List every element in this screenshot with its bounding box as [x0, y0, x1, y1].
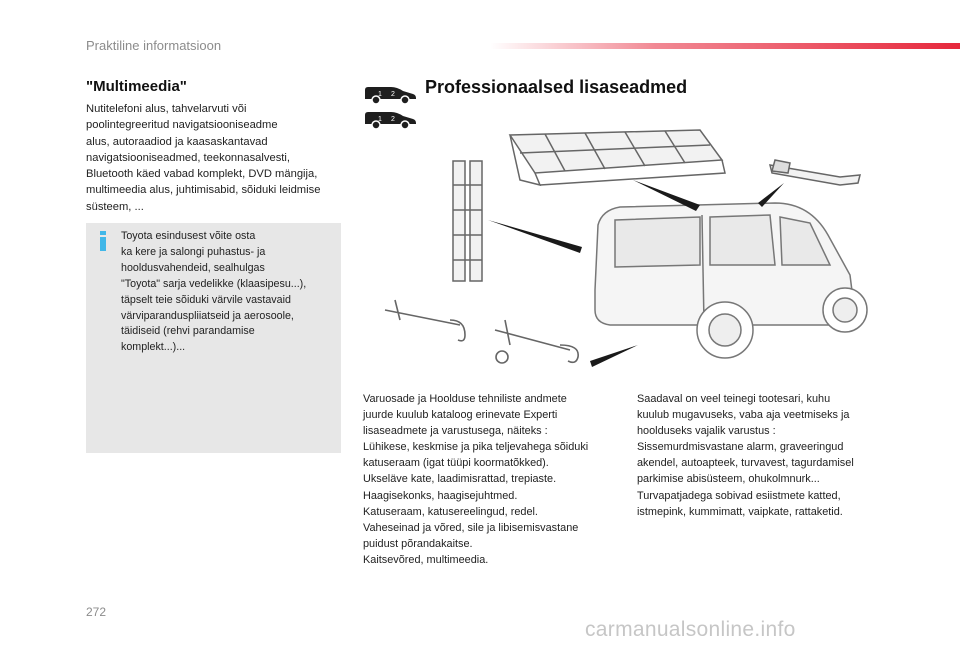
- roof-rack-illustration: [510, 130, 725, 185]
- svg-text:2: 2: [391, 91, 395, 98]
- svg-text:1: 1: [378, 91, 382, 98]
- multimedia-heading: "Multimeedia": [86, 78, 187, 95]
- van-icon: [363, 79, 417, 105]
- accessories-column-2: Saadaval on veel teinegi tootesari, kuhu kuulub mugavuseks, vaba aja veetmiseks ja hoolduseks vajalik varustus : Sissemurdmisvastane alarm, graveeringud akendel, autoapteek, turvavest, tagurdamisel parkimise abisüsteem, ohukolmnurk... Turvapatjadega sobivad esiistmete katted, istmepink, kummimatt, vaipkate, rattaketid.: [637, 393, 854, 518]
- header-accent-bar: [490, 43, 960, 49]
- accessories-heading: Professionaalsed lisaseadmed: [425, 77, 688, 97]
- tow-hook-illustration: [385, 300, 578, 363]
- info-box-text: Toyota esindusest võite osta ka kere ja salongi puhastus- ja hooldusvahendeid, sealhulgas "Toyota" sarja vedelikke (klaasipesu...), täpselt teie sõiduki värvile vastavaid värviparanduspliiatseid ja aerosoole, täidiseid (rehvi parandamise komplekt...)...: [121, 230, 307, 354]
- van-illustration: [595, 203, 867, 358]
- multimedia-body: Nutitelefoni alus, tahvelarvuti või poolintegreeritud navigatsiooniseadme alus, autoraadiod ja kaasaskantavad navigatsiooniseadmed, teekonnasalvesti, Bluetooth käed vabad komplekt, DVD mängija, multimeedia alus, juhtimisabid, sõiduki leidmise süsteem, ...: [86, 103, 321, 213]
- ladder-illustration: [453, 161, 482, 281]
- watermark[interactable]: carmanualsonline.info: [585, 618, 796, 641]
- accessories-illustration: [370, 125, 890, 380]
- page-number: 272: [86, 605, 107, 619]
- accessories-column-1: Varuosade ja Hoolduse tehniliste andmete juurde kuulub kataloog erinevate Experti lisaseadmete ja varustusega, näiteks : Lühikese, keskmise ja pika teljevahega sõiduki katuseraam (igat tüüpi koormatõkked). Ukseläve kate, laadimisrattad, trepiaste. Haagisekonks, haagisejuhtmed. Katuseraam, katusereelingud, redel. Vaheseinad ja võred, sile ja libisemisvastane puidust põrandakaitse. Kaitsevõred, multimeedia.: [363, 393, 589, 566]
- section-title: Praktiline informatsioon: [86, 38, 222, 53]
- svg-text:1: 1: [378, 116, 382, 123]
- info-icon: [96, 231, 110, 251]
- svg-text:2: 2: [391, 116, 395, 123]
- bike-carrier-illustration: [770, 160, 860, 185]
